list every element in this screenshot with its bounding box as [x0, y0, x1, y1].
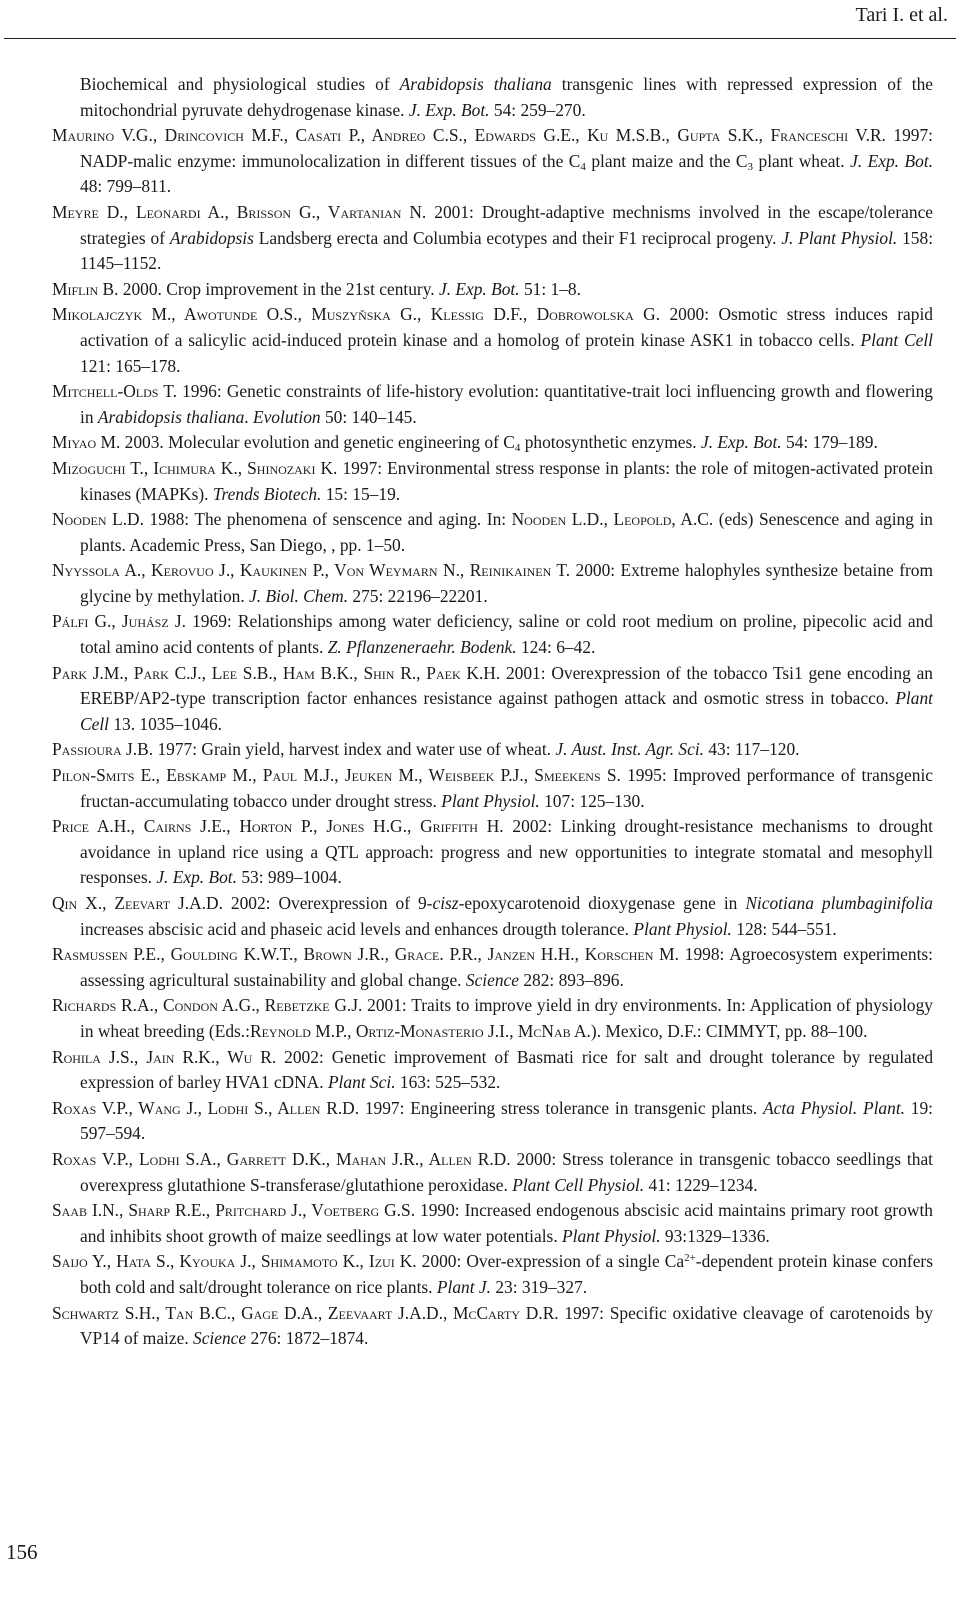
reference-entry: Roxas V.P., Lodhi S.A., Garrett D.K., Mahan J.R., Allen R.D. 2000: Stress tolerance in transgenic tobacco seedlings that overexpress glutathione S-transferase/glutathione peroxidase. Plant Cell Physiol. 41: 1229–1234. [52, 1148, 933, 1195]
reference-entry: Miflin B. 2000. Crop improvement in the 21st century. J. Exp. Bot. 51: 1–8. [52, 278, 581, 299]
reference-entry: Nyyssola A., Kerovuo J., Kaukinen P., Von Weymarn N., Reinikainen T. 2000: Extreme halophyles synthesize betaine from glycine by methylation. J. Biol. Chem. 275: 22196–22201. [52, 560, 933, 606]
running-head-authors: Tari I. et al. [855, 4, 948, 26]
header-rule [4, 38, 956, 39]
reference-entry: Mizoguchi T., Ichimura K., Shinozaki K. 1997: Environmental stress response in plants: the role of mitogen-activated protein kinases (MAPKs). Trends Biotech. 15: 15–19. [52, 457, 933, 504]
reference-entry: Park J.M., Park C.J., Lee S.B., Ham B.K., Shin R., Paek K.H. 2001: Overexpression of the tobacco Tsi1 gene encoding an EREBP/AP2-type transcription factor enhances resistance against pathogen attack and osmotic stress in tobacco. Plant Cell 13. 1035–1046. [52, 662, 933, 734]
reference-entry: Pálfi G., Juhász J. 1969: Relationships among water deficiency, saline or cold root medium on proline, pipecolic acid and total amino acid contents of plants. Z. Pflanzeneraehr. Bodenk. 124: 6–42. [52, 611, 933, 658]
reference-entry: Rohila J.S., Jain R.K., Wu R. 2002: Genetic improvement of Basmati rice for salt and drought tolerance by regulated expression of barley HVA1 cDNA. Plant Sci. 163: 525–532. [52, 1046, 934, 1093]
reference-entry: Qin X., Zeevart J.A.D. 2002: Overexpression of 9-cisz-epoxycarotenoid dioxygenase gene in Nicotiana plumbaginifolia increases abscisic acid and phaseic acid levels and enhances drougth tolerance. Plant Physiol. 128: 544–551. [52, 893, 933, 939]
reference-entry: Meyre D., Leonardi A., Brisson G., Vartanian N. 2001: Drought-adaptive mechnisms involved in the escape/tolerance strategies of Arabidopsis Landsberg erecta and Columbia ecotypes and their F1 reciprocal progeny. J. Plant Physiol. 158: 1145–1152. [52, 201, 934, 274]
reference-entry-continuation: Biochemical and physiological studies of Arabidopsis thaliana transgenic lines with repressed expression of the mitochondrial pyruvate dehydrogenase kinase. J. Exp. Bot. 54: 259–270. [80, 74, 933, 120]
reference-entry: Nooden L.D. 1988: The phenomena of senscence and aging. In: Nooden L.D., Leopold, A.C. (eds) Senescence and aging in plants. Academic Press, San Diego, , pp. 1–50. [52, 509, 933, 555]
reference-entry: Rasmussen P.E., Goulding K.W.T., Brown J.R., Grace. P.R., Janzen H.H., Korschen M. 1998: Agroecosystem experiments: assessing agricultural sustainability and global change. Science 282: 893–896. [52, 944, 933, 990]
reference-entry: Richards R.A., Condon A.G., Rebetzke G.J. 2001: Traits to improve yield in dry environments. In: Application of physiology in wheat breeding (Eds.:Reynold M.P., Ortiz-Monasterio J.I., McNab A.). Mexico, D.F.: CIMMYT, pp. 88–100. [52, 995, 933, 1041]
reference-entry: Mikolajczyk M., Awotunde O.S., Muszyňska G., Klessig D.F., Dobrowolska G. 2000: Osmotic stress induces rapid activation of a salicylic acid-induced protein kinase and a homolog of protein kinase ASK1 in tobacco cells. Plant Cell 121: 165–178. [52, 304, 933, 376]
reference-entry: Schwartz S.H., Tan B.C., Gage D.A., Zeevaart J.A.D., McCarty D.R. 1997: Specific oxidative cleavage of carotenoids by VP14 of maize. Science 276: 1872–1874. [52, 1302, 934, 1349]
reference-entry: Mitchell-Olds T. 1996: Genetic constraints of life-history evolution: quantitative-trait loci influencing growth and flowering in Arabidopsis thaliana. Evolution 50: 140–145. [52, 381, 933, 427]
reference-entry: Saijo Y., Hata S., Kyouka J., Shimamoto K., Izui K. 2000: Over-expression of a single $Ca^{2+}$-dependent protein kinase confers both cold and salt/drought tolerance on rice plants. Plant J. 23: 319–327. [52, 1251, 933, 1297]
reference-list [52, 72, 934, 1352]
running-header [0, 0, 960, 40]
page-number: 156 [6, 1540, 38, 1564]
reference-entry: Saab I.N., Sharp R.E., Pritchard J., Voetberg G.S. 1990: Increased endogenous abscisic acid maintains primary root growth and inhibits shoot growth of maize seedlings at low water potentials. Plant Physiol. 93:1329–1336. [52, 1200, 933, 1246]
reference-entry: Miyao M. 2003. Molecular evolution and genetic engineering of $C_4$ photosynthetic enzymes. J. Exp. Bot. 54: 179–189. [52, 432, 878, 455]
reference-entry: Roxas V.P., Wang J., Lodhi S., Allen R.D. 1997: Engineering stress tolerance in transgenic plants. Acta Physiol. Plant. 19: 597–594. [52, 1097, 933, 1144]
reference-entry: Maurino V.G., Drincovich M.F., Casati P., Andreo C.S., Edwards G.E., Ku M.S.B., Gupta S.K., Franceschi V.R. 1997: NADP-malic enzyme: immunolocalization in different tissues of the $C_4$ plant maize and the $C_3$ plant wheat. J. Exp. Bot. 48: 799–811. [52, 125, 933, 197]
reference-entry: Price A.H., Cairns J.E., Horton P., Jones H.G., Griffith H. 2002: Linking drought-resistance mechanisms to drought avoidance in upland rice using a QTL approach: progress and new opportunities to integrate stomatal and mesophyll responses. J. Exp. Bot. 53: 989–1004. [52, 816, 934, 888]
reference-entry: Pilon-Smits E., Ebskamp M., Paul M.J., Jeuken M., Weisbeek P.J., Smeekens S. 1995: Improved performance of transgenic fructan-accumulating tobacco under drought stress. Plant Physiol. 107: 125–130. [52, 765, 933, 811]
reference-entry: Passioura J.B. 1977: Grain yield, harvest index and water use of wheat. J. Aust. Inst. Agr. Sci. 43: 117–120. [52, 739, 800, 760]
